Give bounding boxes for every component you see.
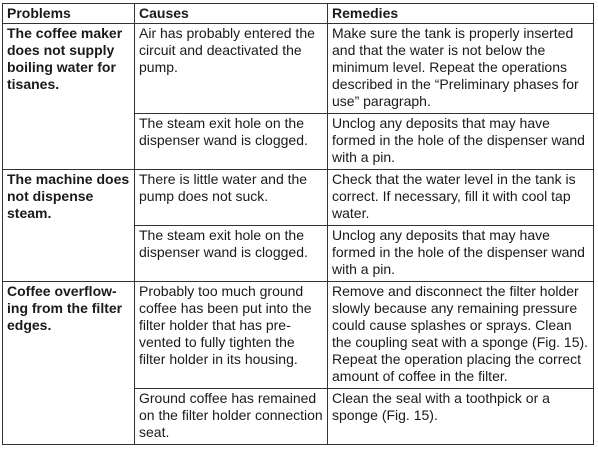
- troubleshooting-table: [2, 3, 594, 445]
- table-row: [3, 170, 594, 226]
- header-problems: Problems: [3, 4, 135, 24]
- table-row: [3, 24, 594, 114]
- cause-cell: Air has probably entered the circuit and deactivated the pump.: [135, 24, 328, 114]
- remedy-cell: Unclog any deposits that may have formed in the hole of the dispenser wand with a pin.: [328, 226, 594, 282]
- table-row: [3, 282, 594, 389]
- header-remedies: Remedies: [328, 4, 594, 24]
- header-causes: Causes: [135, 4, 328, 24]
- remedy-cell: Make sure the tank is properly inserted and that the water is not below the minimum level. Repeat the operations described in the “Preliminary phases for use” paragraph.: [328, 24, 594, 114]
- header-row: [3, 4, 594, 24]
- problem-cell: Coffee overflow-ing from the filter edges.: [3, 282, 135, 445]
- remedy-cell: Clean the seal with a toothpick or a sponge (Fig. 15).: [328, 389, 594, 445]
- cause-cell: The steam exit hole on the dispenser wand is clogged.: [135, 114, 328, 170]
- cause-cell: There is little water and the pump does not suck.: [135, 170, 328, 226]
- cause-cell: Probably too much ground coffee has been put into the filter holder that has pre-vented to fully tighten the filter holder in its housing.: [135, 282, 328, 389]
- remedy-cell: Unclog any deposits that may have formed in the hole of the dispenser wand with a pin.: [328, 114, 594, 170]
- problem-cell: The machine does not dispense steam.: [3, 170, 135, 282]
- cause-cell: Ground coffee has remained on the filter holder connection seat.: [135, 389, 328, 445]
- problem-cell: The coffee maker does not supply boiling water for tisanes.: [3, 24, 135, 170]
- remedy-cell: Remove and disconnect the filter holder slowly because any remaining pressure could cause splashes or sprays. Clean the coupling seat with a sponge (Fig. 15). Repeat the operation placing the correct amount of coffee in the filter.: [328, 282, 594, 389]
- remedy-cell: Check that the water level in the tank is correct. If necessary, fill it with cool tap water.: [328, 170, 594, 226]
- cause-cell: The steam exit hole on the dispenser wand is clogged.: [135, 226, 328, 282]
